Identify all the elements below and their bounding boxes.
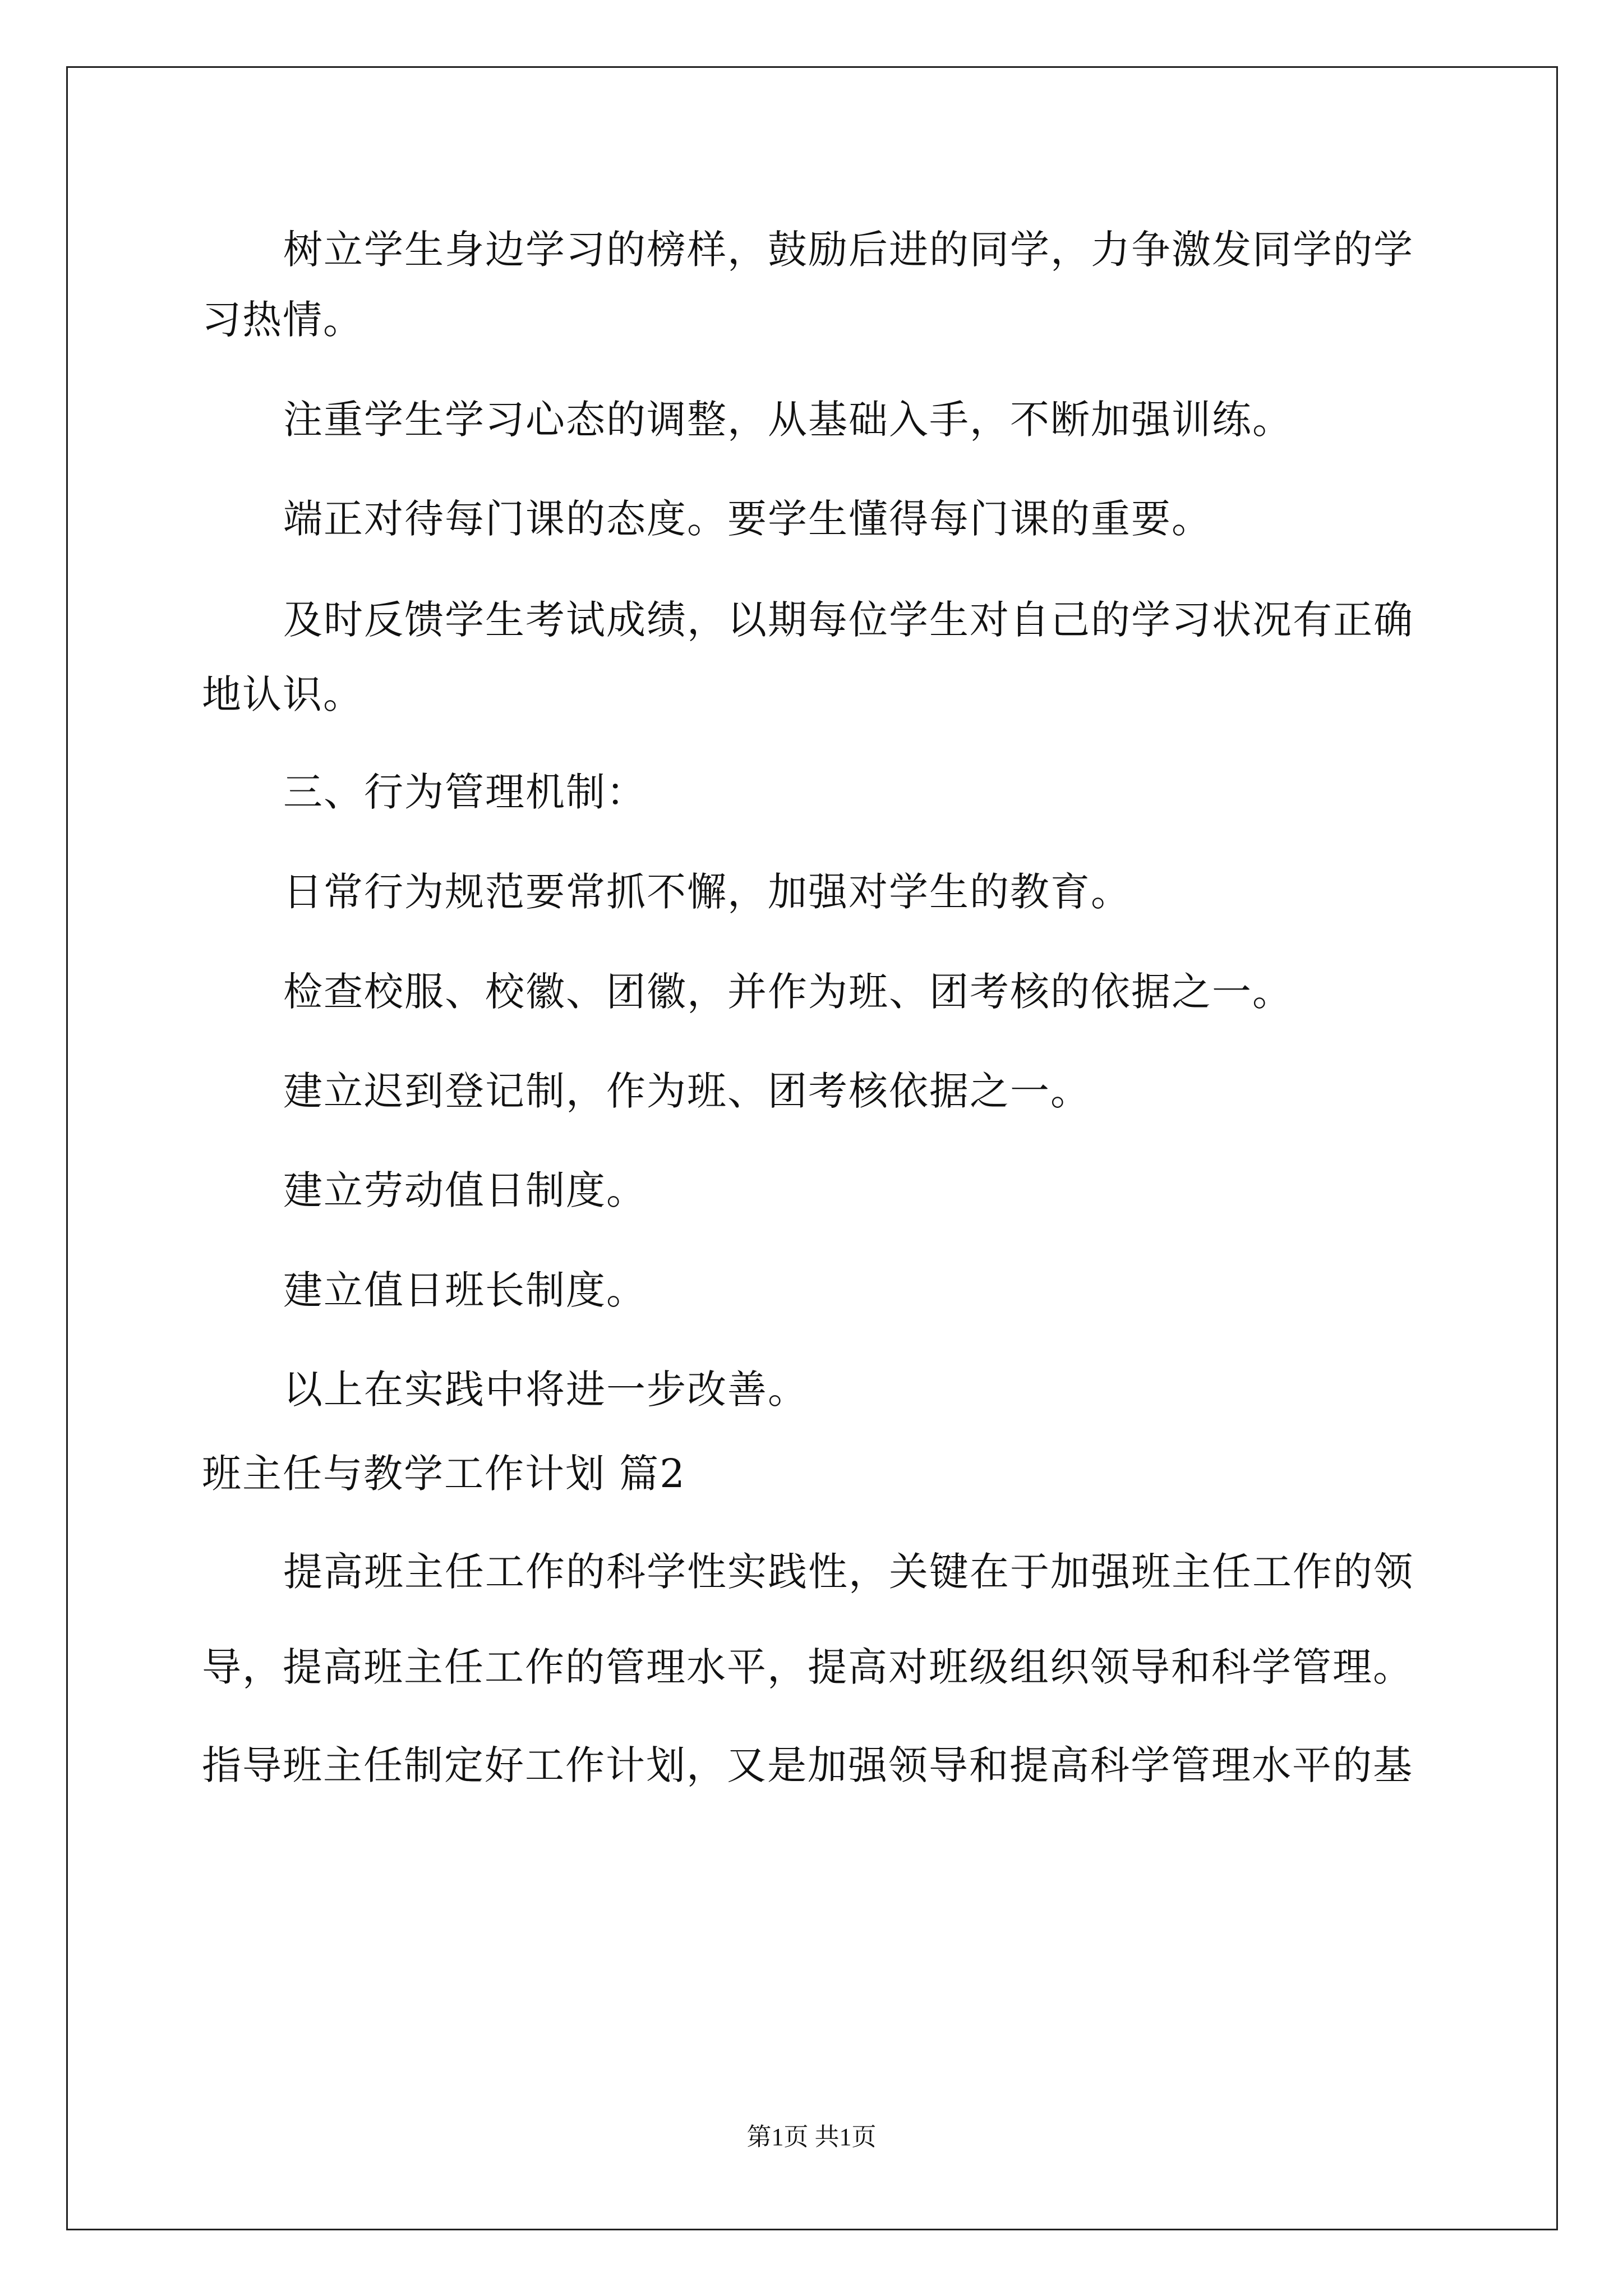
page-border <box>66 66 1558 2230</box>
paragraph-line: 建立迟到登记制，作为班、团考核依据之一。 <box>283 1068 1091 1114</box>
page-footer: 第1页 共1页 <box>746 2123 877 2151</box>
paragraph-line: 注重学生学习心态的调整，从基础入手，不断加强训练。 <box>283 397 1293 443</box>
article-title: 班主任与教学工作计划 篇2 <box>202 1451 686 1497</box>
paragraph-line: 建立值日班长制度。 <box>283 1267 647 1313</box>
paragraph-line: 建立劳动值日制度。 <box>283 1167 647 1213</box>
paragraph-line: 端正对待每门课的态度。要学生懂得每门课的重要。 <box>283 496 1212 542</box>
paragraph-line: 提高班主任工作的科学性实践性，关键在于加强班主任工作的领 <box>283 1549 1414 1595</box>
paragraph-line: 树立学生身边学习的榜样，鼓励后进的同学，力争激发同学的学 <box>283 227 1414 273</box>
paragraph-line: 指导班主任制定好工作计划，又是加强领导和提高科学管理水平的基 <box>202 1742 1413 1788</box>
paragraph-line: 及时反馈学生考试成绩，以期每位学生对自己的学习状况有正确 <box>283 597 1414 643</box>
paragraph-line: 导，提高班主任工作的管理水平，提高对班级组织领导和科学管理。 <box>202 1644 1413 1690</box>
paragraph-line: 日常行为规范要常抓不懈，加强对学生的教育。 <box>283 869 1131 915</box>
paragraph-line: 地认识。 <box>202 671 363 717</box>
paragraph-line: 以上在实践中将进一步改善。 <box>283 1366 808 1412</box>
paragraph-line: 检查校服、校徽、团徽，并作为班、团考核的依据之一。 <box>283 969 1293 1015</box>
paragraph-line: 习热情。 <box>202 297 363 343</box>
section-heading: 三、行为管理机制： <box>283 769 647 815</box>
